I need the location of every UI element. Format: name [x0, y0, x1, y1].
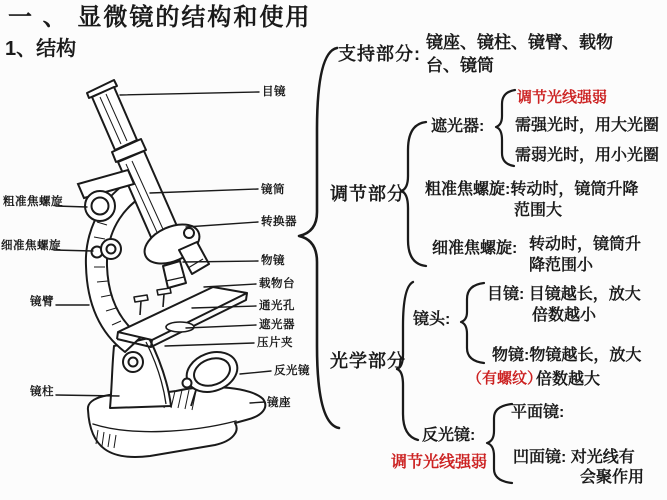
diaphragm-red-note: 调节光线强弱 — [517, 89, 608, 106]
page-subtitle: 1、结构 — [5, 38, 77, 60]
brace-diaphragm — [496, 90, 515, 166]
fine-focus-label: 细准焦螺旋: — [432, 240, 518, 257]
part-label-stage: 载物台 — [259, 278, 295, 290]
tree-braces — [299, 48, 518, 483]
lens-eyepiece-line1: 目镜: 目镜越长，放大 — [487, 286, 641, 303]
lens-label: 镜头: — [413, 311, 451, 328]
lens-objective-line1: 物镜:物镜越长，放大 — [492, 347, 642, 364]
part-label-base: 镜座 — [267, 397, 291, 409]
optical-section-label: 光学部分 — [330, 351, 406, 371]
lens-objective-red-note: （有螺纹） — [467, 370, 543, 387]
part-label-arm: 镜臂 — [30, 296, 54, 308]
part-label-aperture: 通光孔 — [259, 300, 295, 312]
lens-objective-line2: 倍数越大 — [536, 371, 601, 388]
brace-mirror — [487, 404, 512, 483]
part-label-pillar: 镜柱 — [30, 386, 54, 398]
diaphragm-strong-light: 需强光时，用大光圈 — [515, 117, 660, 134]
mirror-plane-line: 平面镜: — [511, 404, 565, 421]
fine-focus-line1: 转动时，镜筒升 — [529, 236, 642, 253]
part-label-diaphragm: 遮光器 — [259, 319, 295, 331]
adjust-section-label: 调节部分 — [330, 184, 406, 204]
mirror-concave-line1: 凹面镜: 对光线有 — [513, 449, 635, 466]
part-label-mirror: 反光镜 — [274, 365, 310, 377]
lens-eyepiece-line2: 倍数越小 — [532, 307, 597, 324]
coarse-focus-line2: 范围大 — [514, 202, 563, 219]
brace-lens — [461, 283, 484, 363]
part-label-nosepiece: 转换器 — [261, 216, 297, 228]
support-section-items: 镜座、镜柱、镜臂、载物台、镜筒 — [426, 33, 613, 75]
support-section-label: 支持部分: — [338, 44, 421, 64]
part-label-eyepiece: 目镜 — [262, 86, 286, 98]
page-title: 一 、 显微镜的结构和使用 — [8, 4, 312, 31]
diaphragm-disc — [166, 322, 194, 332]
part-label-body-tube: 镜筒 — [261, 184, 285, 196]
part-label-objective: 物镜 — [261, 255, 285, 267]
part-label-fine-focus: 细准焦螺旋 — [1, 240, 61, 252]
fine-focus-line2: 降范围小 — [529, 257, 594, 274]
part-label-coarse-focus: 粗准焦螺旋 — [3, 196, 63, 208]
mirror-red-note: 调节光线强弱 — [391, 454, 488, 471]
diaphragm-label: 遮光器: — [431, 118, 485, 135]
diaphragm-weak-light: 需弱光时，用小光圈 — [515, 147, 660, 164]
eyepiece-tube — [87, 80, 146, 162]
part-label-stage-clip: 压片夹 — [257, 337, 293, 349]
coarse-focus-line1: 粗准焦螺旋:转动时，镜筒升降 — [425, 181, 639, 198]
mirror-label: 反光镜: — [422, 427, 476, 444]
mirror-concave-line2: 会聚作用 — [580, 469, 645, 486]
